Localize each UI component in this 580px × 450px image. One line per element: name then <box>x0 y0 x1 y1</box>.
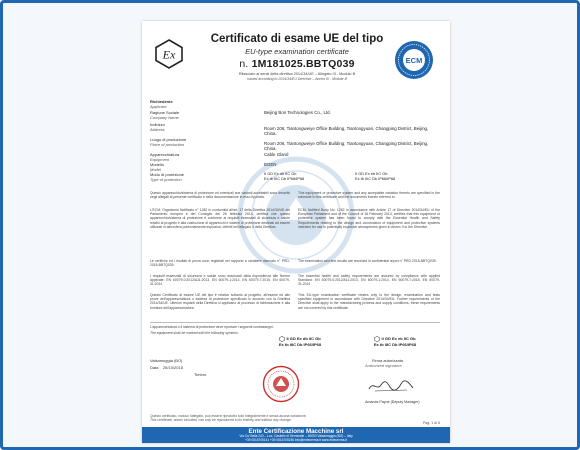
date-label: Data <box>150 365 159 370</box>
number-value: 1M181025.BBTQ039 <box>251 58 355 70</box>
protection-value-2a: II GD Ex eb IIC Gb <box>355 171 388 176</box>
marking-symbol-2b: Ex tb IIIC Db IP66/IP68 <box>373 342 417 347</box>
paragraph-description <box>150 191 440 205</box>
footer-address: Via Ca' Bella 243 – Loc. Castello di Serravalle – 40053 Valsamoggia (BO) – Italy <box>239 434 353 438</box>
divider <box>150 322 440 323</box>
model-value: BOEN <box>264 162 277 167</box>
title-english: EU-type examination certificate <box>245 47 349 56</box>
title-italian: Certificato di esame UE del tipo <box>210 33 384 45</box>
ex-logo-text: Ex <box>162 47 176 62</box>
paragraph-report-it: Le verifiche ed i risultati di prova sono registrati nel rapporto a carattere riservato n° PRD-2018-BBTQ039. <box>150 259 290 268</box>
company-label: Ragione Sociale <box>150 110 180 115</box>
stamp-label: Timbro <box>194 372 207 377</box>
model-label: Modello <box>150 162 165 167</box>
company-label-en: Company Name <box>150 115 179 120</box>
paragraph-standards-en: The essential health and safety requirements are assured by compliance with applied Standard: EN 60079-0:2012/A11:2013, EN 60079-1:2014, EN 60079-7:2015, EN 60079-31:2014 <box>298 274 440 287</box>
paragraph-description-it: Questo apparecchio/sistema di protezione ed eventuali sue varianti accettabili sono descritti negli allegati al presente certificato e nella documentazione in esso riportata. <box>150 191 290 200</box>
marking-intro-it: L'apparecchiatura o il sistema di protezione deve riportare i seguenti contrassegni: <box>150 325 274 329</box>
marking-symbol-1b: Ex tb IIIC Db IP66/IP68 <box>278 342 322 347</box>
page-number: Pag. 1 di 6 <box>422 421 440 425</box>
production-label-en: Place of production <box>150 142 185 147</box>
paragraph-report-en: The examination and test results are recorded in confidential report n° PRD-2018-BBTQ039. <box>298 259 437 263</box>
signature-label: Firma autorizzata <box>372 358 403 363</box>
place: Valsamoggia (BO) <box>150 358 183 363</box>
equipment-label-en: Equipment <box>150 157 170 162</box>
protection-label-en: Type of protection <box>150 177 182 182</box>
date-value: 25/10/2018 <box>162 365 183 370</box>
model-label-en: Model <box>150 167 161 172</box>
ecm-seal-text: ECM <box>405 56 423 65</box>
paragraph-report <box>150 259 440 269</box>
date-row <box>150 365 183 370</box>
protection-label: Modo di protezione <box>150 172 185 177</box>
marking-symbols <box>150 336 440 350</box>
protection-value-2 <box>355 172 440 181</box>
company-stamp <box>262 365 300 403</box>
reproduction-note-en: This certificate, annex included, can only be reproduced in its entirety and without any change. <box>150 418 292 423</box>
paragraph-notified-body-en: ECM, Notified Body No. 1282 in accordance with Article 17 of Directive 2014/34/EU of the European Parliament and of the Council of 26 February 2014, certifies that this equipment or protective system has been found to comply with the Essential Health and Safety Requirements relating to the design and construction of equipment and protective systems intended for use in potentially explosive atmospheres given in Annex II to the Directive. <box>298 208 440 229</box>
protection-value-1b: Ex tb IIIC Db IP66/IP68 <box>264 175 305 181</box>
applicant-label: Richiedente <box>150 99 173 104</box>
marking-symbol-2a: II GD Ex eb IIC Gb <box>381 336 416 342</box>
protection-value-1a: II GD Ex db IIC Gb <box>264 171 297 176</box>
marking-symbol-1 <box>255 336 345 347</box>
paragraph-standards <box>150 274 440 288</box>
company-value: Beijing Bon Technologies Co., Ltd. <box>264 110 331 115</box>
production-value: Room 206, Tiantongweiye Office Building, Tiantongyuan, Changping District, Beijing, China. <box>264 141 429 151</box>
issued-english: Issued according to 2014/34/EU Directive – Annex III - Module B <box>247 77 347 81</box>
protection-value-2b: Ex tb IIIC Db IP66/IP68 <box>355 175 396 181</box>
address-value: Room 206, Tiantongweiye Office Building, Tiantongyuan, Changping District, Beijing, China. <box>264 126 429 136</box>
paragraph-description-en: This equipment or protective system and any acceptable variation thereto are specified in the schedule to this certificate and the documents therein referred to. <box>298 191 440 200</box>
title-block <box>192 33 402 81</box>
paragraph-scope <box>150 293 440 319</box>
applicant-label-en: Applicant <box>150 104 167 109</box>
equipment-value: Cable Gland <box>264 152 289 157</box>
paragraph-standards-it: I requisiti essenziali di sicurezza e salute sono assicurati dalla rispondenza alle Norme applicate: EN 60079-0:2012/A11:2013, EN 60079-1:2014, EN 60079-7:2015, EN 60079-31:2014 <box>150 274 290 287</box>
production-label: Luogo di produzione <box>150 137 187 142</box>
marking-intro <box>150 325 440 335</box>
address-label-en: Address <box>150 127 165 132</box>
marking-intro-en: The equipment shall be marked with the following symbols: <box>150 331 239 335</box>
signer-name: Amanda Payne (Deputy Manager) <box>365 400 420 404</box>
paragraph-scope-en: This EU-type examination certificate relates only to the design, examination and tests specified equipment in accordance with Directive 2014/34/EU. Further requirements of the Directive shall apply to the manufacturing process and supply conditions; these requirements are not covered by this certificate. <box>298 293 440 310</box>
footer-contacts: +39 0516705141 +39 0516705156 info@entecerma.it www.entecerma.it <box>245 437 347 442</box>
signature-label-en: Authorized signature <box>365 363 402 368</box>
paragraph-scope-it: Questo Certificato di esame UE del tipo è relativo soltanto al progetto, all'esame ed alle prove dell'apparecchiatura o sistema di protezione specificato in accordo con la Direttiva 2014/34/UE. Ulteriori requisiti della Direttiva si applicano al processo di fabbricazione e alla fornitura dell'apparecchiatura. <box>150 293 290 310</box>
marking-symbol-2 <box>350 336 440 347</box>
ex-hexagon-logo <box>154 39 184 69</box>
address-label: Indirizzo <box>150 122 165 127</box>
paragraph-notified-body <box>150 208 440 254</box>
issued-italian: Rilasciato ai sensi della direttiva 2014/34/UE – Allegato III - Modulo B <box>238 72 356 76</box>
equipment-label: Apparecchiatura <box>150 152 180 157</box>
reproduction-note <box>150 414 440 422</box>
handwritten-signature <box>367 379 415 393</box>
reproduction-note-it: Questo certificato, incluso l'allegato, può essere riprodotto solo integralmente e senza alcuna variazione. <box>150 414 307 418</box>
footer-organization: Ente Certificazione Macchine srl <box>248 428 344 435</box>
certificate-page <box>142 21 450 443</box>
number-prefix: n. <box>239 58 249 70</box>
ecm-seal-logo <box>394 40 434 80</box>
footer-bar <box>142 427 450 443</box>
paragraph-notified-body-it: L'ECM, Organismo Notificato n° 1282 in conformità all'art. 17 della Direttiva 2014/34/UE del Parlamento europeo e del Consiglio del 26 febbraio 2014, certifica che questo apparecchio/sistema di protezione è conforme ai requisiti essenziali di sicurezza e salute relativi al progetto e alla costruzione di apparecchi e sistemi di protezione destinati ad essere utilizzati in atmosfera potenzialmente esplosiva, definiti nell'allegato II della Direttiva. <box>150 208 290 229</box>
certificate-number <box>192 58 402 70</box>
marking-symbol-1a: II GD Ex db IIC Gb <box>286 336 321 342</box>
